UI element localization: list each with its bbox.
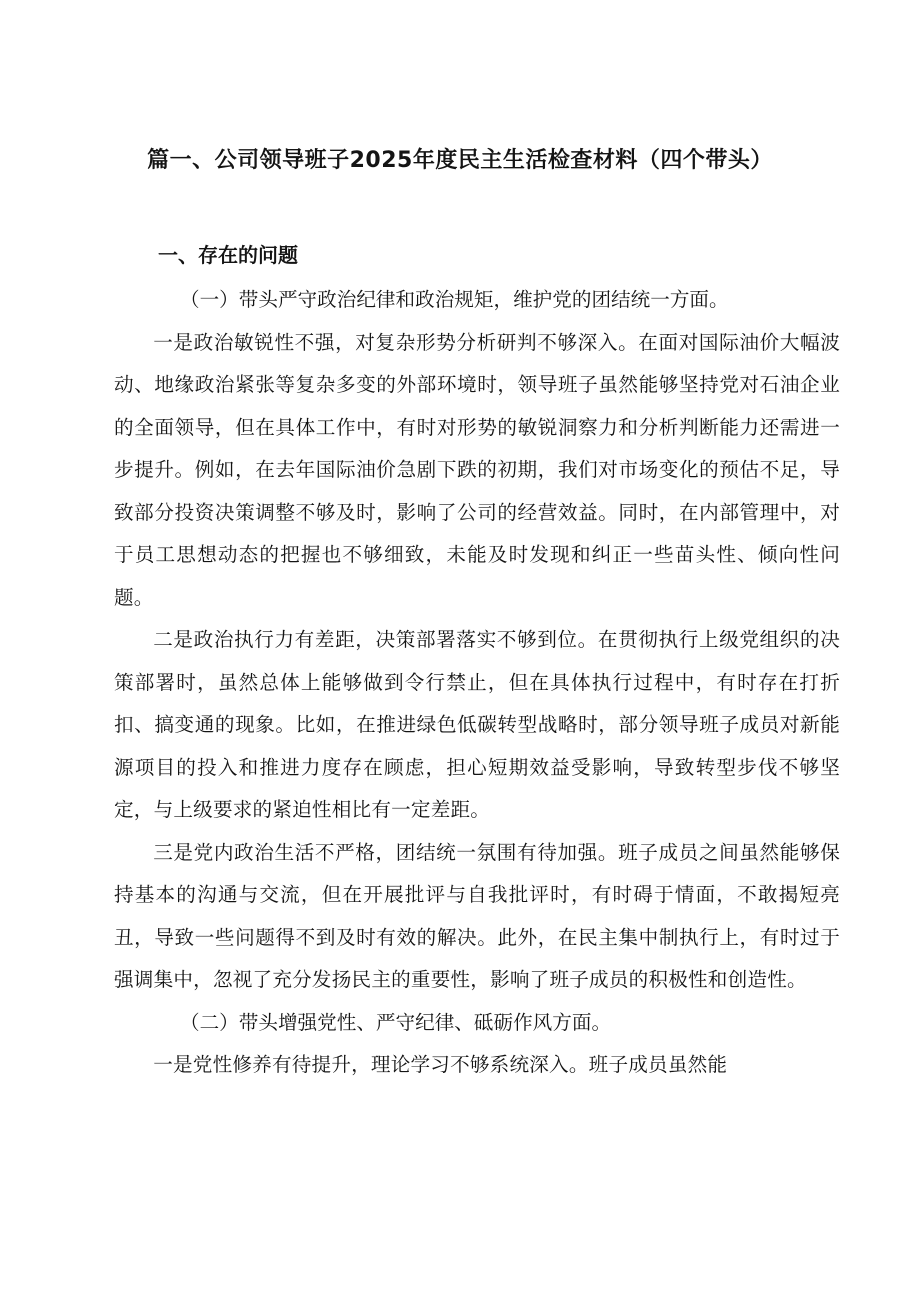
paragraph-1-1: 一是政治敏锐性不强，对复杂形势分析研判不够深入。在面对国际油价大幅波动、地缘政治紧张等复杂多变的外部环境时，领导班子虽然能够坚持党对石油企业的全面领导，但在具体工作中，有时对形势的敏锐洞察力和分析判断能力还需进一步提升。例如，在去年国际油价急剧下跌的初期，我们对市场变化的预估不足，导致部分投资决策调整不够及时，影响了公司的经营效益。同时，在内部管理中，对于员工思想动态的把握也不够细致，未能及时发现和纠正一些苗头性、倾向性问题。 [114,330,840,609]
paragraph-2-1: 一是党性修养有待提升，理论学习不够系统深入。班子成员虽然能 [153,1053,728,1076]
document-body [114,279,840,1087]
document-title: 篇一、公司领导班子2025年度民主生活检查材料（四个带头） [147,148,773,173]
subsection-heading-1: （一）带头严守政治纪律和政治规矩，维护党的团结统一方面。 [180,288,729,311]
paragraph-1-3: 三是党内政治生活不严格，团结统一氛围有待加强。班子成员之间虽然能够保持基本的沟通与交流，但在开展批评与自我批评时，有时碍于情面，不敢揭短亮丑，导致一些问题得不到及时有效的解决。此外，在民主集中制执行上，有时过于强调集中，忽视了充分发扬民主的重要性，影响了班子成员的积极性和创造性。 [114,840,840,991]
subsection-heading-2: （二）带头增强党性、严守纪律、砥砺作风方面。 [180,1010,612,1034]
paragraph-1-2: 二是政治执行力有差距，决策部署落实不够到位。在贯彻执行上级党组织的决策部署时，虽然总体上能够做到令行禁止，但在具体执行过程中，有时存在打折扣、搞变通的现象。比如，在推进绿色低碳转型战略时，部分领导班子成员对新能源项目的投入和推进力度存在顾虑，担心短期效益受影响，导致转型步伐不够坚定，与上级要求的紧迫性相比有一定差距。 [114,628,840,821]
section-heading-problems: 一、存在的问题 [158,243,298,267]
